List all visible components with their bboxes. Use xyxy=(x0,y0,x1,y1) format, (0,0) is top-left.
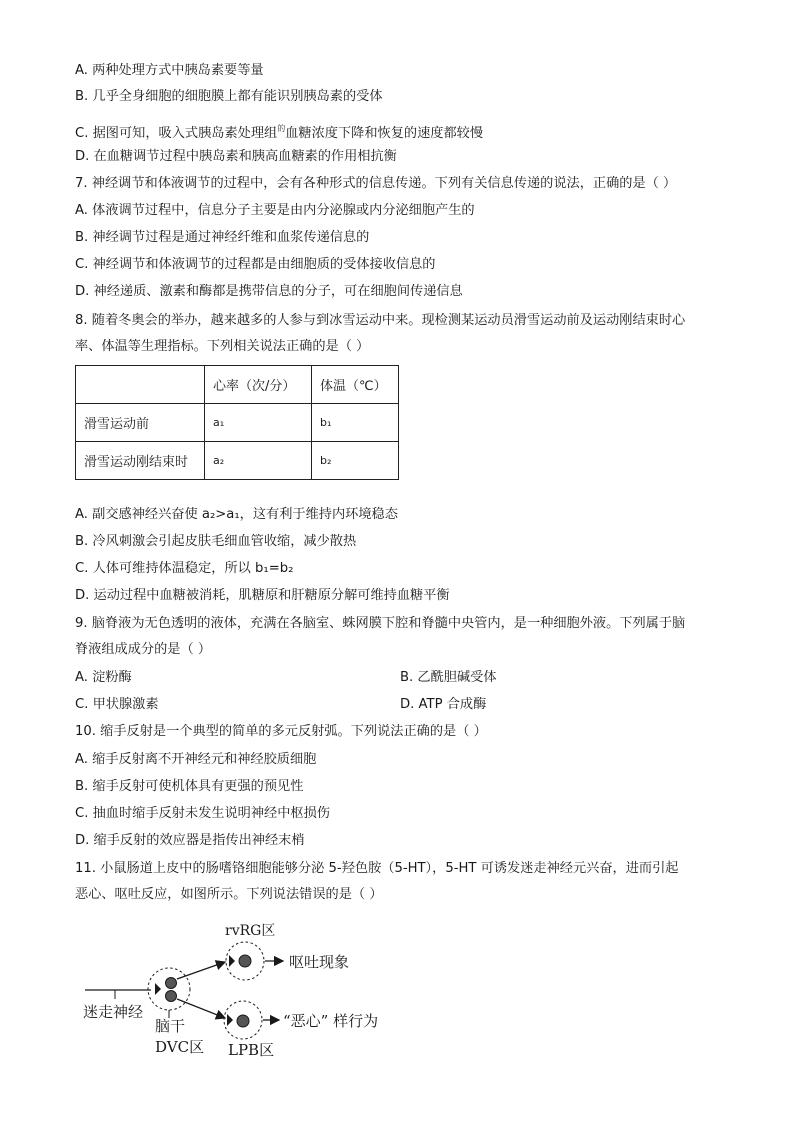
table-header-cell: 体温（℃） xyxy=(312,366,399,404)
q10-option-c: C. 抽血时缩手反射未发生说明神经中枢损伤 xyxy=(75,806,330,821)
arrow-to-lpb xyxy=(177,999,225,1018)
q10-stem: 10. 缩手反射是一个典型的简单的多元反射弧。下列说法正确的是（ ） xyxy=(75,724,487,739)
q9-stem-line2: 脊液组成成分的是（ ） xyxy=(75,642,212,657)
table-cell: a₁ xyxy=(205,404,312,442)
q9-option-a: A. 淀粉酶 xyxy=(75,670,132,685)
q8-option-b: B. 冷风刺激会引起皮肤毛细血管收缩，减少散热 xyxy=(75,534,357,549)
table-cell: b₂ xyxy=(312,442,399,480)
arrow-to-rvrg xyxy=(177,962,225,979)
q7-stem: 7. 神经调节和体液调节的过程中，会有各种形式的信息传递。下列有关信息传递的说法，正确的是（ ） xyxy=(75,176,677,191)
q9-stem-line1: 9. 脑脊液为无色透明的液体，充满在各脑室、蛛网膜下腔和脊髓中央管内，是一种细胞外液。下列属于脑 xyxy=(75,616,686,631)
dvc-neuron-upper xyxy=(166,978,177,989)
q10-option-a: A. 缩手反射离不开神经元和神经胶质细胞 xyxy=(75,752,317,767)
q6-option-c-sup: 的 xyxy=(277,124,286,133)
synapse-terminal-icon xyxy=(155,983,161,995)
q6-option-a: A. 两种处理方式中胰岛素要等量 xyxy=(75,63,264,78)
q7-option-c: C. 神经调节和体液调节的过程都是由细胞质的受体接收信息的 xyxy=(75,257,436,272)
rvrg-synapse-icon xyxy=(229,955,235,967)
lpb-neuron xyxy=(237,1015,249,1027)
neural-pathway-diagram xyxy=(75,915,415,1065)
nausea-label: “恶心” 样行为 xyxy=(283,1012,379,1030)
q11-stem-line1: 11. 小鼠肠道上皮中的肠嗜铬细胞能够分泌 5-羟色胺（5-HT），5-HT 可诱发迷走神经元兴奋，进而引起 xyxy=(75,861,679,876)
q7-option-a: A. 体液调节过程中，信息分子主要是由内分泌腺或内分泌细胞产生的 xyxy=(75,203,475,218)
dvc-label: DVC区 xyxy=(155,1038,205,1056)
table-cell: a₂ xyxy=(205,442,312,480)
rvrg-label: rvRG区 xyxy=(225,923,276,939)
q7-option-d: D. 神经递质、激素和酶都是携带信息的分子，可在细胞间传递信息 xyxy=(75,284,463,299)
table-cell: b₁ xyxy=(312,404,399,442)
q6-option-c-pre: C. 据图可知，吸入式胰岛素处理组 xyxy=(75,126,278,141)
vitals-table xyxy=(75,365,399,480)
dvc-region-circle xyxy=(148,968,190,1010)
q6-option-c-post: 血糖浓度下降和恢复的速度都较慢 xyxy=(285,126,484,141)
q8-stem-line1: 8. 随着冬奥会的举办，越来越多的人参与到冰雪运动中来。现检测某运动员滑雪运动前及运动刚结束时心 xyxy=(75,313,686,328)
table-header-cell xyxy=(76,366,205,404)
table-row xyxy=(76,442,399,480)
table-header-cell: 心率（次/分） xyxy=(205,366,312,404)
q9-option-d: D. ATP 合成酶 xyxy=(400,697,487,712)
vagus-nerve-label: 迷走神经 xyxy=(83,1003,144,1021)
q11-stem-line2: 恶心、呕吐反应，如图所示。下列说法错误的是（ ） xyxy=(75,887,383,902)
lpb-label: LPB区 xyxy=(228,1041,275,1059)
rvrg-neuron xyxy=(239,955,251,967)
q8-option-c: C. 人体可维持体温稳定，所以 b₁=b₂ xyxy=(75,561,294,576)
q8-stem-line2: 率、体温等生理指标。下列相关说法正确的是（ ） xyxy=(75,339,370,354)
q9-option-c: C. 甲状腺激素 xyxy=(75,697,159,712)
q10-option-b: B. 缩手反射可使机体具有更强的预见性 xyxy=(75,779,304,794)
q9-option-b: B. 乙酰胆碱受体 xyxy=(400,670,497,685)
q6-option-d: D. 在血糖调节过程中胰岛素和胰高血糖素的作用相抗衡 xyxy=(75,149,397,164)
lpb-synapse-icon xyxy=(227,1014,233,1026)
q8-option-d: D. 运动过程中血糖被消耗，肌糖原和肝糖原分解可维持血糖平衡 xyxy=(75,588,450,603)
q8-option-a: A. 副交感神经兴奋使 a₂>a₁，这有利于维持内环境稳态 xyxy=(75,507,398,522)
q10-option-d: D. 缩手反射的效应器是指传出神经末梢 xyxy=(75,833,305,848)
dvc-neuron-lower xyxy=(166,991,177,1002)
q6-option-b: B. 几乎全身细胞的细胞膜上都有能识别胰岛素的受体 xyxy=(75,89,383,104)
table-cell: 滑雪运动前 xyxy=(76,404,205,442)
table-row xyxy=(76,404,399,442)
table-cell: 滑雪运动刚结束时 xyxy=(76,442,205,480)
brainstem-label: 脑干 xyxy=(155,1017,186,1035)
table-header-row xyxy=(76,366,399,404)
q6-option-c xyxy=(75,120,483,143)
vomit-label: 呕吐现象 xyxy=(289,953,350,971)
q7-option-b: B. 神经调节过程是通过神经纤维和血浆传递信息的 xyxy=(75,230,370,245)
